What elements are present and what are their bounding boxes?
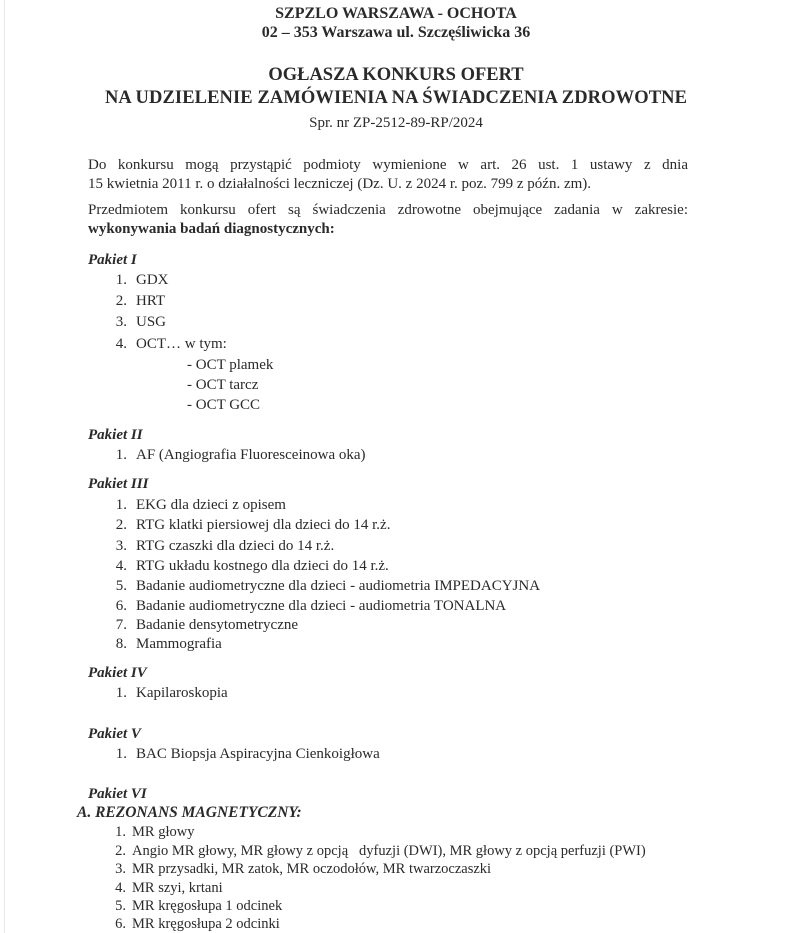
- list-item: 5. MR kręgosłupa 1 odcinek: [115, 898, 283, 914]
- org-address: 02 – 353 Warszawa ul. Szczęśliwicka 36: [261, 24, 531, 41]
- package-title: Pakiet IV: [88, 665, 147, 681]
- subject-line-1: Przedmiotem konkursu ofert są świadczenia zdrowotne obejmujące zadania w zakresie:: [88, 202, 688, 218]
- package-title: Pakiet VI: [88, 786, 147, 802]
- list-item: 2. HRT: [115, 293, 166, 309]
- package-title: Pakiet I: [88, 252, 137, 268]
- eligibility-line-2: 15 kwietnia 2011 r. o działalności leczniczej (Dz. U. z 2024 r. poz. 799 z późn. zm).: [88, 176, 592, 192]
- package-title: Pakiet II: [88, 427, 143, 443]
- package-title: Pakiet V: [88, 726, 141, 742]
- announcement-subtitle: NA UDZIELENIE ZAMÓWIENIA NA ŚWIADCZENIA ZDROWOTNE: [104, 88, 688, 108]
- subject-paragraph: [88, 201, 688, 239]
- eligibility-line-1: Do konkursu mogą przystąpić podmioty wymienione w art. 26 ust. 1 ustawy z dnia: [88, 157, 688, 173]
- section-heading: A. REZONANS MAGNETYCZNY:: [77, 804, 302, 821]
- list-item: 6. Badanie audiometryczne dla dzieci - audiometria TONALNA: [115, 598, 507, 614]
- list-item: 3. USG: [115, 314, 167, 330]
- list-item: 1. Kapilaroskopia: [115, 685, 228, 701]
- list-item: 1. GDX: [115, 272, 169, 288]
- reference-number: Spr. nr ZP-2512-89-RP/2024: [309, 115, 483, 131]
- announcement-title: OGŁASZA KONKURS OFERT: [268, 65, 524, 85]
- list-item: 1. AF (Angiografia Fluoresceinowa oka): [115, 447, 366, 463]
- sub-list-item: - OCT plamek: [187, 357, 274, 373]
- list-item: 4. MR szyi, krtani: [115, 880, 223, 896]
- list-item: 3. RTG czaszki dla dzieci do 14 r.ż.: [115, 538, 335, 554]
- list-item: 6. MR kręgosłupa 2 odcinki: [115, 916, 280, 932]
- list-item: 8. Mammografia: [115, 636, 222, 652]
- list-item: 4. OCT… w tym:: [115, 336, 227, 352]
- package-title: Pakiet III: [88, 476, 149, 492]
- list-item: 7. Badanie densytometryczne: [115, 617, 299, 633]
- org-name: SZPZLO WARSZAWA - OCHOTA: [275, 5, 517, 22]
- page-edge: [4, 0, 5, 933]
- eligibility-paragraph: [88, 156, 688, 194]
- sub-list-item: - OCT GCC: [187, 397, 261, 413]
- list-item: 1. EKG dla dzieci z opisem: [115, 497, 286, 513]
- list-item: 1. MR głowy: [115, 824, 195, 840]
- list-item: 2. RTG klatki piersiowej dla dzieci do 14 r.ż.: [115, 517, 391, 533]
- list-item: 2. Angio MR głowy, MR głowy z opcją dyfuzji (DWI), MR głowy z opcją perfuzji (PWI): [115, 843, 646, 859]
- list-item: 4. RTG układu kostnego dla dzieci do 14 r.ż.: [115, 558, 389, 574]
- sub-list-item: - OCT tarcz: [187, 377, 259, 393]
- list-item: 3. MR przysadki, MR zatok, MR oczodołów, MR twarzoczaszki: [115, 861, 492, 877]
- subject-line-2: wykonywania badań diagnostycznych:: [88, 221, 335, 237]
- list-item: 1. BAC Biopsja Aspiracyjna Cienkoigłowa: [115, 746, 380, 762]
- list-item: 5. Badanie audiometryczne dla dzieci - audiometria IMPEDACYJNA: [115, 578, 541, 594]
